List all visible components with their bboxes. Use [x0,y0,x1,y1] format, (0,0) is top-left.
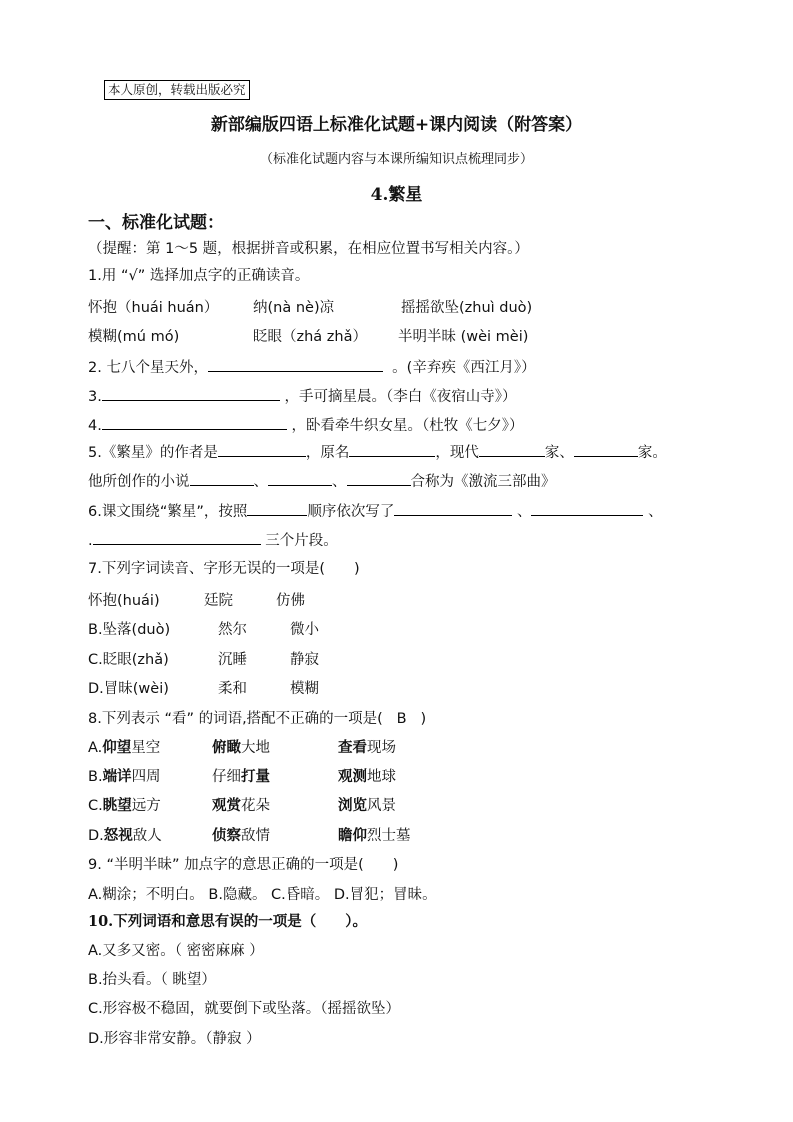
q8-word: 风景 [367,798,396,814]
answer-blank[interactable] [347,469,411,486]
q5-text: 5.《繁星》的作者是 [88,445,218,461]
q5-text: ，现代 [435,445,479,461]
q7-stem: 7.下列字词读音、字形无误的一项是( ) [88,561,360,577]
q8-word: 浏览 [338,798,367,814]
q5-text: 家、 [544,445,574,461]
q8-answer: B [396,711,407,727]
q10-stem: 10.下列词语和意思有误的一项是（ ）。 [88,913,367,930]
q2-text: 。(辛弃疾《西江月》） [392,360,536,376]
q8-word: 怒视 [103,828,133,844]
q5-text: 家。 [637,445,667,461]
q8-word: 端详 [102,769,132,785]
q7-word: 怀抱(huái) [88,593,160,609]
q8-text: ) [420,711,427,727]
q8-stem [88,708,426,730]
q5-text: 他所创作的小说 [88,474,190,490]
answer-blank[interactable] [247,499,307,516]
q6-text: 三个片段。 [265,533,338,549]
q8-word: 花朵 [241,798,270,814]
q3-text: ，手可摘星晨。（李白《夜宿山寺》） [284,389,517,405]
q1-item: 眨眼（zhá zhǎ） [253,329,367,345]
q8-word: 烈士墓 [367,828,411,844]
q8-word: 四周 [131,769,161,785]
q3-text: 3. [88,389,102,405]
copyright-stamp: 本人原创，转载出版必究 [104,80,250,100]
q4-text: ，卧看牵牛织女星。（杜牧《七夕》） [291,418,524,434]
q10-option: C.形容极不稳固，就要倒下或坠落。（摇摇欲坠） [88,1001,400,1017]
q9-stem: 9. “半明半昧” 加点字的意思正确的一项是( ) [88,857,399,873]
q7-word: 沉睡 [218,652,247,668]
q6-line2 [88,528,338,552]
q7-option [88,678,319,700]
answer-blank[interactable] [102,413,287,430]
answer-blank[interactable] [93,528,261,545]
q8-word: 眺望 [102,798,132,814]
q7-word: 然尔 [218,622,247,638]
q8-word: 大地 [241,740,270,756]
q1-stem: 1.用 “√” 选择加点字的正确读音。 [88,268,310,284]
answer-blank[interactable] [208,355,383,372]
q5-text: 、 [332,474,347,490]
answer-blank[interactable] [574,440,638,457]
document-subtitle: （标准化试题内容与本课所编知识点梳理同步） [259,152,533,167]
q2-line [88,355,536,379]
option-letter: A. [88,740,103,756]
q5-text: 、 [253,474,268,490]
q5-line1 [88,440,667,464]
q7-word: 静寂 [290,652,319,668]
q5-text: 合称为《激流三部曲》 [410,474,556,490]
hint-text: （提醒：第 1～5 题，根据拼音或积累，在相应位置书写相关内容。） [88,241,529,257]
q6-text: 、 [516,504,532,520]
answer-blank[interactable] [268,469,332,486]
q8-word: 仰望 [102,740,132,756]
q1-item: 纳(nà nè)凉 [253,300,335,316]
q7-word: 柔和 [218,681,247,697]
q7-word: D.冒昧(wèi) [88,681,169,697]
q4-line [88,413,523,437]
q8-option [88,795,396,817]
q1-item: 半明半昧 (wèi mèi) [398,329,529,345]
q10-option: A.又多又密。（ 密密麻麻 ） [88,943,264,959]
q2-text: 2. 七八个星天外， [88,360,208,376]
q1-item: 模糊(mú mó) [88,329,180,345]
q8-word: 俯瞰 [212,740,241,756]
q3-line [88,384,516,408]
q7-word: B.坠落(duò) [88,622,171,638]
q7-word: C.眨眼(zhǎ) [88,652,169,668]
q8-word: 远方 [131,798,161,814]
q8-text: 8.下列表示 “看” 的词语,搭配不正确的一项是( [88,711,383,727]
q7-word: 廷院 [204,593,233,609]
q7-option [88,619,319,641]
lesson-title: 4.繁星 [370,185,423,205]
answer-blank[interactable] [349,440,435,457]
q8-word: 侦察 [212,828,241,844]
q8-word: 打量 [241,769,270,785]
q6-line1 [88,499,663,523]
q8-word: 仔细 [212,769,241,785]
q7-word: 微小 [290,622,319,638]
q7-word: 仿佛 [276,593,305,609]
option-letter: C. [88,798,103,814]
option-letter: B. [88,769,103,785]
answer-blank[interactable] [531,499,643,516]
q1-row2 [88,326,528,348]
q1-item: 摇摇欲坠(zhuì duò) [401,300,533,316]
q6-text: . [88,533,93,549]
answer-blank[interactable] [479,440,545,457]
q5-text: ，原名 [305,445,350,461]
answer-blank[interactable] [394,499,512,516]
section-heading: 一、标准化试题： [88,213,224,233]
q8-word: 瞻仰 [338,828,367,844]
q7-option [88,590,305,612]
q6-text: 6.课文围绕“繁星”，按照 [88,504,248,520]
q8-word: 查看 [338,740,367,756]
q5-line2 [88,469,556,493]
q10-option: D.形容非常安静。（静寂 ） [88,1031,261,1047]
document-title: 新部编版四语上标准化试题+课内阅读（附答案） [210,115,583,135]
q4-text: 4. [88,418,102,434]
q1-item: 怀抱（huái huán） [88,300,219,316]
q8-word: 观赏 [212,798,241,814]
answer-blank[interactable] [190,469,254,486]
q8-option [88,766,396,788]
answer-blank[interactable] [218,440,306,457]
q6-text: 顺序依次写了 [307,504,395,520]
q8-word: 星空 [131,740,161,756]
q1-row1 [88,297,532,319]
q9-options: A.糊涂；不明白。 B.隐藏。 C.昏暗。 D.冒犯；冒昧。 [88,887,437,903]
q10-option: B.抬头看。（ 眺望） [88,972,216,988]
q7-option [88,649,319,671]
answer-blank[interactable] [102,384,280,401]
q8-word: 观测 [338,769,367,785]
q8-word: 敌情 [241,828,270,844]
q8-option [88,737,396,759]
q7-word: 模糊 [290,681,319,697]
option-letter: D. [88,828,104,844]
q8-word: 地球 [367,769,396,785]
q6-text: 、 [648,504,663,520]
q8-word: 敌人 [132,828,162,844]
q8-option [88,825,411,847]
q8-word: 现场 [367,740,396,756]
